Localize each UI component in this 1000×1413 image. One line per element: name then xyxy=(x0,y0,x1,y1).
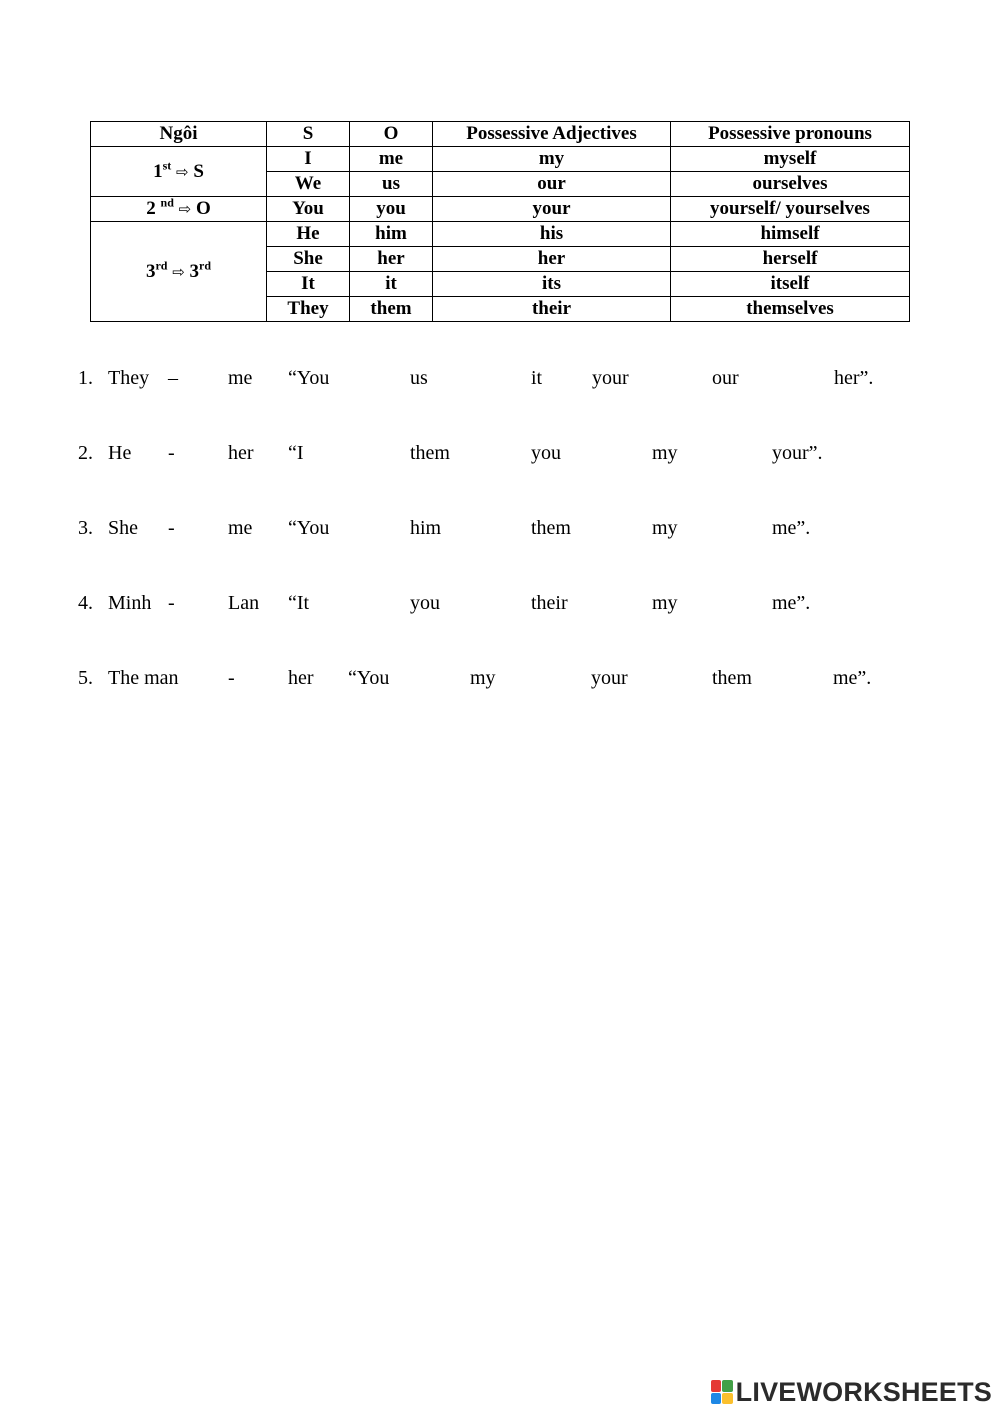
possessive-pronoun-cell: ourselves xyxy=(671,172,910,197)
exercise-word: Lan xyxy=(228,592,260,614)
exercise-number: 3. xyxy=(78,517,93,539)
arrow-icon: ⇨ xyxy=(172,262,185,281)
header-possessive-pronouns: Possessive pronouns xyxy=(671,122,910,147)
subject-cell: She xyxy=(267,247,350,272)
exercise-word: us xyxy=(410,367,428,389)
exercise-word: The man xyxy=(108,667,179,689)
subject-cell: You xyxy=(267,197,350,222)
person-tail: O xyxy=(195,198,211,219)
exercise-word: - xyxy=(228,667,235,689)
exercise-word: him xyxy=(410,517,442,539)
exercise-word: her xyxy=(288,667,314,689)
possessive-pronoun-cell: myself xyxy=(671,147,910,172)
possessive-pronoun-cell: themselves xyxy=(671,297,910,322)
exercise-word: They xyxy=(108,367,150,389)
logo-tile xyxy=(722,1393,733,1405)
exercise-word: He xyxy=(108,442,132,464)
exercise-word: me”. xyxy=(772,517,811,539)
logo-tile xyxy=(711,1393,722,1405)
exercise-word: - xyxy=(168,592,175,614)
arrow-icon: ⇨ xyxy=(176,162,189,181)
person-tail: S xyxy=(193,160,204,182)
table-row xyxy=(91,147,910,172)
object-cell: us xyxy=(350,172,433,197)
possessive-adjective-cell: our xyxy=(433,172,671,197)
possessive-adjective-cell: your xyxy=(433,197,671,222)
exercise-word: me xyxy=(228,517,253,539)
exercise-word: my xyxy=(652,517,678,539)
possessive-adjective-cell: my xyxy=(433,147,671,172)
exercise-word: my xyxy=(652,442,678,464)
person-lead-sup: st xyxy=(162,158,172,173)
header-person: Ngôi xyxy=(91,122,267,147)
object-cell: him xyxy=(350,222,433,247)
exercise-word: them xyxy=(712,667,752,689)
header-object: O xyxy=(350,122,433,147)
person-tail-sup: rd xyxy=(199,258,212,273)
exercise-word: my xyxy=(652,592,678,614)
exercise-word: “It xyxy=(288,592,310,614)
brand-name: LIVEWORKSHEETS xyxy=(735,1376,992,1407)
object-cell: you xyxy=(350,197,433,222)
person-lead-sup: rd xyxy=(155,258,168,273)
exercise-word: “You xyxy=(288,367,330,389)
exercise-word: their xyxy=(531,592,568,614)
exercise-word: it xyxy=(531,367,543,389)
exercise-word: them xyxy=(410,442,450,464)
logo-tile xyxy=(722,1380,733,1392)
exercise-word: me”. xyxy=(772,592,811,614)
exercise-word: - xyxy=(168,517,175,539)
exercise-word: you xyxy=(410,592,440,614)
person-cell xyxy=(91,197,267,222)
person-lead-sup: nd xyxy=(160,195,174,210)
object-cell: it xyxy=(350,272,433,297)
exercise-word: her xyxy=(228,442,254,464)
table-header-row xyxy=(91,122,910,147)
exercise-word: “I xyxy=(288,442,304,464)
exercise-word: “You xyxy=(288,517,330,539)
possessive-adjective-cell: their xyxy=(433,297,671,322)
person-tail: 3 xyxy=(189,260,200,282)
subject-cell: I xyxy=(267,147,350,172)
exercise-word: your”. xyxy=(772,442,823,464)
person-cell xyxy=(91,222,267,322)
exercise-number: 4. xyxy=(78,592,93,614)
person-cell xyxy=(91,147,267,197)
exercise-word: them xyxy=(531,517,571,539)
exercise-word: your xyxy=(591,667,628,689)
exercise-word: her”. xyxy=(834,367,874,389)
exercise-word: Minh xyxy=(108,592,152,614)
logo-tile xyxy=(711,1380,722,1392)
brand-logo xyxy=(711,1377,992,1407)
possessive-pronoun-cell: yourself/ yourselves xyxy=(671,197,910,222)
exercise-word: me”. xyxy=(833,667,872,689)
exercise-word: - xyxy=(168,442,175,464)
object-cell: them xyxy=(350,297,433,322)
subject-cell: It xyxy=(267,272,350,297)
possessive-pronoun-cell: itself xyxy=(671,272,910,297)
possessive-adjective-cell: her xyxy=(433,247,671,272)
exercise-number: 5. xyxy=(78,667,93,689)
possessive-pronoun-cell: himself xyxy=(671,222,910,247)
table-row xyxy=(91,222,910,247)
possessive-adjective-cell: his xyxy=(433,222,671,247)
subject-cell: They xyxy=(267,297,350,322)
object-cell: me xyxy=(350,147,433,172)
arrow-icon: ⇨ xyxy=(178,200,192,218)
exercise-word: – xyxy=(168,367,178,389)
possessive-adjective-cell: its xyxy=(433,272,671,297)
table-row xyxy=(91,197,910,222)
person-lead: 2 xyxy=(146,198,161,219)
exercise-word: “You xyxy=(348,667,390,689)
exercise-number: 2. xyxy=(78,442,93,464)
object-cell: her xyxy=(350,247,433,272)
exercise-word: me xyxy=(228,367,253,389)
exercise-number: 1. xyxy=(78,367,93,389)
possessive-pronoun-cell: herself xyxy=(671,247,910,272)
subject-cell: We xyxy=(267,172,350,197)
person-lead: 1 xyxy=(153,160,163,182)
header-subject: S xyxy=(267,122,350,147)
header-possessive-adjectives: Possessive Adjectives xyxy=(433,122,671,147)
exercise-word: your xyxy=(592,367,629,389)
subject-cell: He xyxy=(267,222,350,247)
exercise-word: you xyxy=(531,442,561,464)
person-lead: 3 xyxy=(145,260,156,282)
pronoun-table xyxy=(90,121,910,322)
exercise-word: She xyxy=(108,517,138,539)
exercise-word: our xyxy=(712,367,739,389)
exercise-word: my xyxy=(470,667,496,689)
liveworksheets-logo-icon xyxy=(711,1380,733,1404)
